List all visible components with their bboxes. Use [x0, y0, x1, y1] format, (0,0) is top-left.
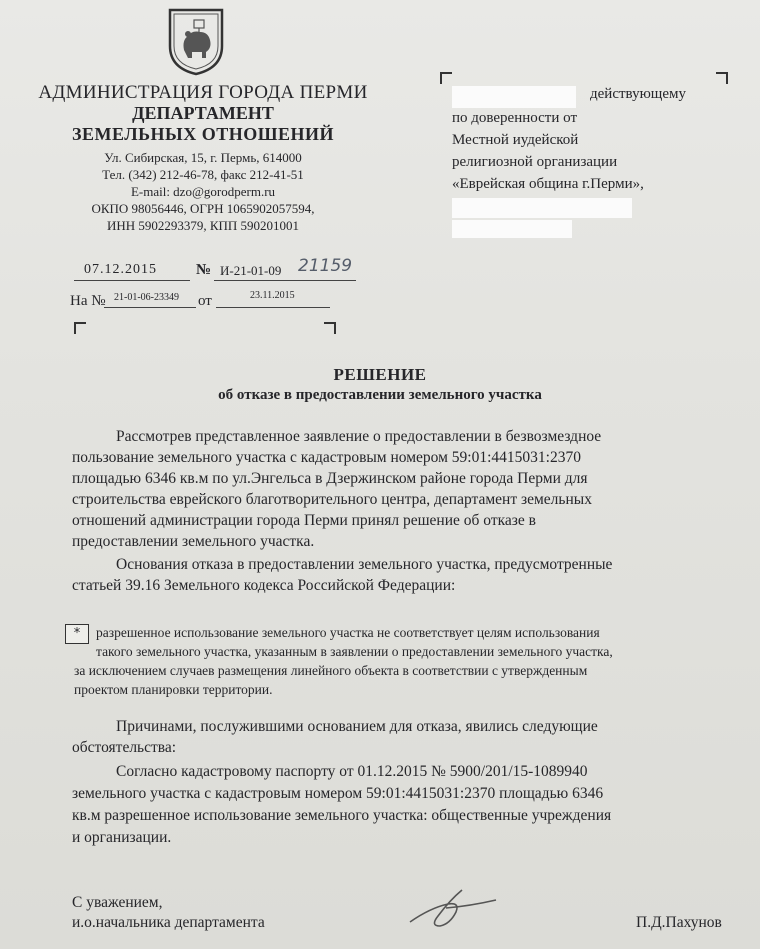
department-name: ЗЕМЕЛЬНЫХ ОТНОШЕНИЙ [71, 124, 335, 144]
document-subtitle: об отказе в предоставлении земельного участка [218, 387, 542, 403]
reason-line: проектом планировки территории. [74, 682, 273, 697]
paragraph-line: статьей 39.16 Земельного кодекса Российской Федерации: [72, 577, 456, 594]
paragraph-line: кв.м разрешенное использование земельного участка: общественные учреждения [72, 807, 612, 824]
reason-line: разрешенное использование земельного участка не соответствует целям использования [96, 625, 600, 640]
inn-kpp: ИНН 5902293379, КПП 590201001 [106, 218, 300, 233]
recipient-line: Местной иудейской [452, 132, 579, 148]
paragraph-line: земельного участка с кадастровым номером 59:01:4415031:2370 площадью 6346 [72, 785, 604, 802]
email: E-mail: dzo@gorodperm.ru [130, 184, 276, 199]
paragraph-line: строительства еврейского благотворительного центра, департамент земельных [72, 491, 592, 508]
org-name: АДМИНИСТРАЦИЯ ГОРОДА ПЕРМИ [38, 82, 368, 103]
recipient-line: действующему [590, 86, 687, 102]
recipient-corner-tr [716, 72, 728, 84]
recipient-line: по доверенности от [452, 110, 577, 126]
recipient-line: «Еврейская община г.Перми», [452, 176, 644, 192]
reference-number: 21-01-06-23349 [114, 292, 179, 303]
department-title: ДЕПАРТАМЕНТ [132, 103, 274, 123]
reference-label: На № [70, 293, 106, 309]
redaction-line [452, 198, 632, 218]
reason-line: за исключением случаев размещения линейного объекта в соответствии с утвержденным [74, 663, 588, 678]
okpo-ogrn: ОКПО 98056446, ОГРН 1065902057594, [91, 201, 315, 216]
date-underline [74, 280, 190, 281]
outgoing-number-label: № [196, 262, 212, 278]
signatory-name: П.Д.Пахунов [636, 914, 722, 931]
subject-corner-left [74, 322, 86, 334]
handwritten-signature-icon [400, 878, 510, 938]
paragraph-line: пользование земельного участка с кадастровым номером 59:01:4415031:2370 [72, 449, 581, 466]
reference-from-label: от [198, 293, 212, 309]
recipient-corner-tl [440, 72, 452, 84]
paragraph-line: Основания отказа в предоставлении земельного участка, предусмотренные [116, 556, 613, 573]
reason-checkbox: * [65, 624, 89, 644]
reference-date-underline [216, 307, 330, 308]
paragraph-line: Согласно кадастровому паспорту от 01.12.2015 № 5900/201/15-1089940 [116, 763, 588, 780]
reference-date: 23.11.2015 [250, 290, 295, 301]
paragraph-line: площадью 6346 кв.м по ул.Энгельса в Дзержинском районе города Перми для [72, 470, 588, 487]
paragraph-line: и организации. [72, 829, 172, 846]
address: Ул. Сибирская, 15, г. Пермь, 614000 [104, 150, 302, 165]
outgoing-number: И-21-01-09 [220, 263, 282, 278]
reason-line: такого земельного участка, указанным в заявлении о предоставлении земельного участка, [96, 644, 613, 659]
perm-coat-of-arms-icon [164, 6, 228, 76]
reference-underline [104, 307, 196, 308]
number-underline [214, 280, 356, 281]
redaction-line [452, 220, 572, 238]
paragraph-line: предоставлении земельного участка. [72, 533, 315, 550]
paragraph-line: Рассмотрев представленное заявление о предоставлении в безвозмездное [116, 428, 602, 445]
phone: Тел. (342) 212-46-78, факс 212-41-51 [102, 167, 304, 182]
paragraph-line: Причинами, послужившими основанием для отказа, явились следующие [116, 718, 598, 735]
recipient-line: религиозной организации [452, 154, 618, 170]
signatory-position: и.о.начальника департамента [72, 914, 265, 931]
outgoing-number-handwritten: 21159 [298, 256, 353, 276]
closing-regards: С уважением, [72, 894, 163, 911]
paragraph-line: отношений администрации города Перми принял решение об отказе в [72, 512, 536, 529]
outgoing-date: 07.12.2015 [84, 262, 157, 277]
paragraph-line: обстоятельства: [72, 739, 177, 756]
subject-corner-right [324, 322, 336, 334]
redaction-name [452, 86, 576, 108]
document-title: РЕШЕНИЕ [333, 365, 427, 384]
